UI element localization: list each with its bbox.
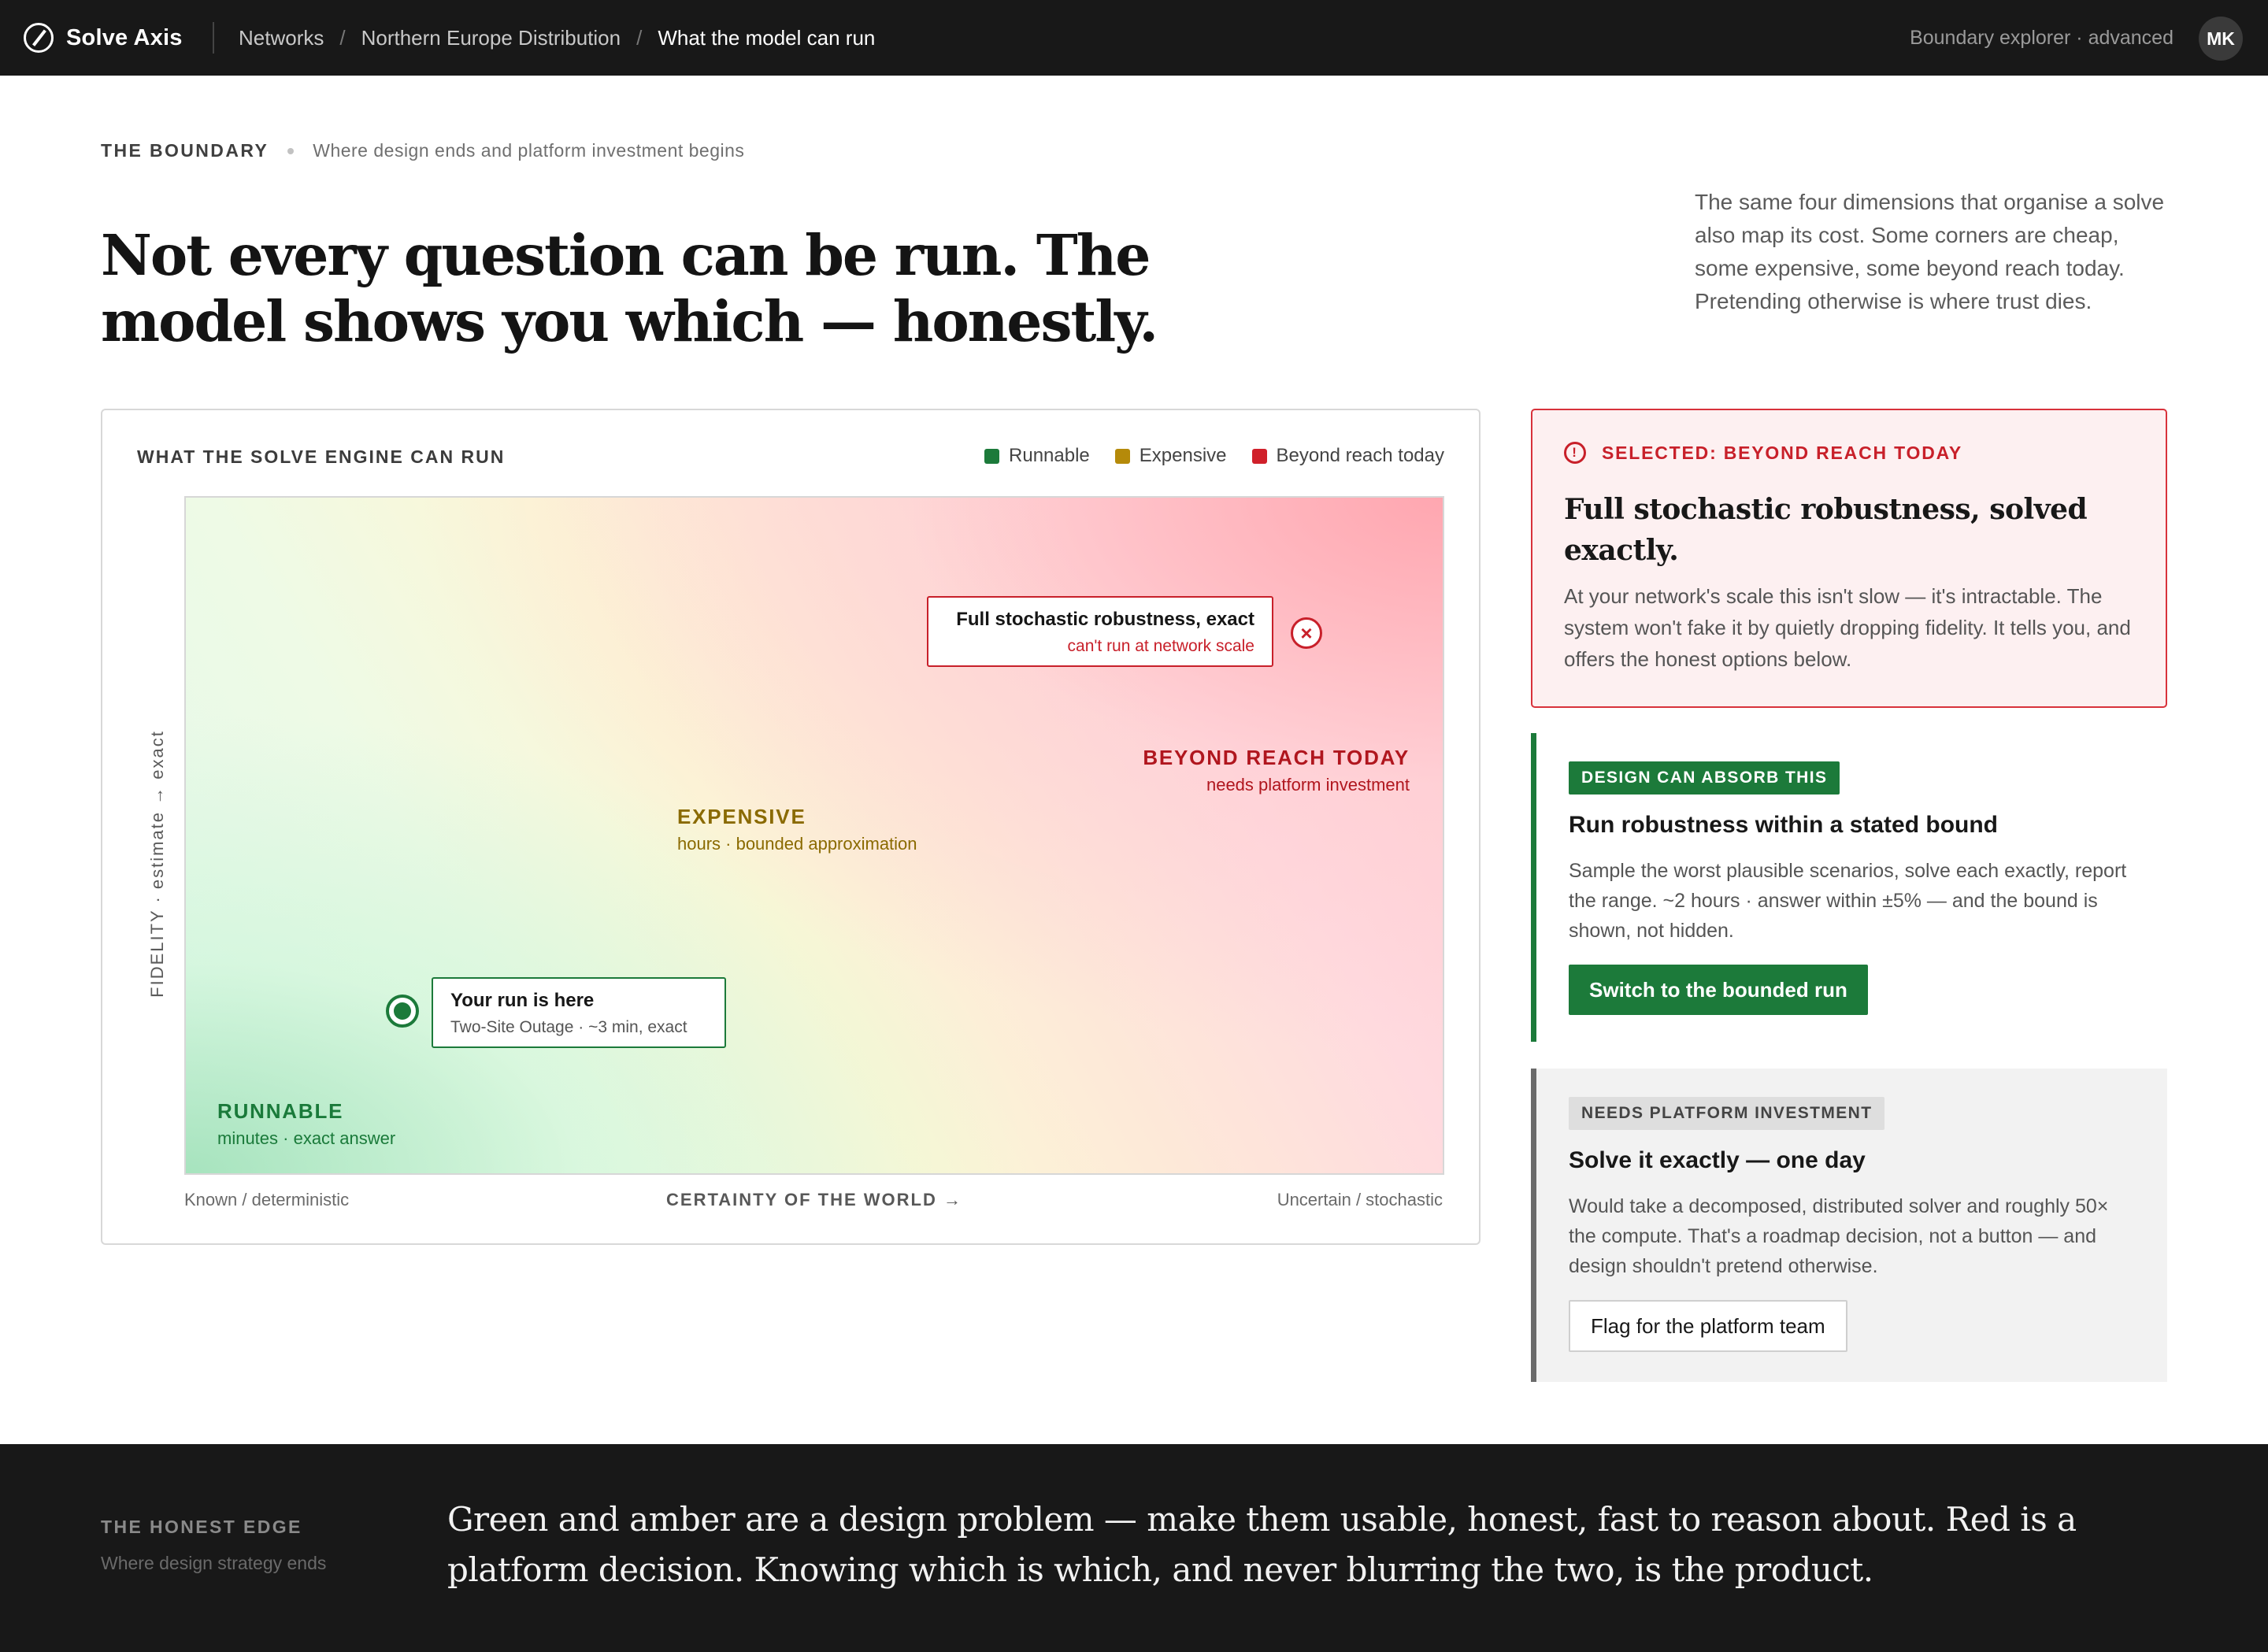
selected-description: At your network's scale this isn't slow — it's intractable. The system won't fake it by quietly dropping fidelity. It tells you, and offers the honest options below. (1564, 584, 2131, 671)
section-eyebrow (101, 140, 744, 161)
breadcrumb-separator: / (636, 25, 643, 50)
zone-runnable-title: RUNNABLE (217, 1099, 344, 1123)
selected-eyebrow-label: SELECTED: BEYOND REACH TODAY (1602, 442, 1963, 463)
footer-statement: Green and amber are a design problem — make them usable, honest, fast to reason about. Red is a platform decision. Knowing which is which, and never blurring the two, is the product. (447, 1500, 2077, 1589)
brand-name: Solve Axis (66, 24, 183, 50)
x-axis-right-label: Uncertain / stochastic (1277, 1190, 1443, 1209)
breadcrumb (239, 22, 875, 54)
blocked-marker-icon[interactable]: × (1291, 617, 1322, 649)
eyebrow-dot-icon (287, 148, 294, 154)
breadcrumb-networks[interactable]: Networks (239, 25, 324, 50)
breadcrumb-current-page: What the model can run (658, 25, 876, 50)
zone-runnable (217, 1099, 395, 1149)
current-run-callout[interactable] (432, 977, 726, 1048)
option-platform-investment (1531, 1069, 2167, 1382)
selected-region-card (1531, 409, 2167, 708)
brand-logo-icon (24, 23, 54, 53)
legend-item-beyond (1252, 445, 1444, 467)
capability-map (184, 496, 1444, 1175)
stochastic-point-subtitle: can't run at network scale (1067, 637, 1254, 655)
zone-expensive-title: EXPENSIVE (677, 805, 806, 828)
legend-label-beyond: Beyond reach today (1276, 445, 1444, 466)
zone-beyond-subtitle: needs platform investment (1206, 775, 1410, 795)
switch-to-bounded-run-button[interactable]: Switch to the bounded run (1569, 965, 1868, 1015)
intro-description: The same four dimensions that organise a solve also map its cost. Some corners are cheap, some expensive, some beyond reach today. Pretending otherwise is where trust dies. (1695, 190, 2165, 313)
section-eyebrow-subtitle: Where design ends and platform investment begins (313, 140, 745, 161)
stochastic-point-title: Full stochastic robustness, exact (956, 609, 1254, 630)
nav-divider (213, 22, 214, 54)
footer-eyebrow: THE HONEST EDGE (101, 1517, 302, 1537)
option-title: Solve it exactly — one day (1569, 1147, 1866, 1173)
option-title: Run robustness within a stated bound (1569, 812, 1999, 838)
capability-chart-card (101, 409, 1480, 1245)
mode-label: Boundary explorer · advanced (1910, 27, 2174, 49)
current-run-marker-icon[interactable] (386, 995, 419, 1028)
current-run-subtitle: Two-Site Outage · ~3 min, exact (450, 1018, 687, 1036)
section-eyebrow-title: THE BOUNDARY (101, 140, 269, 161)
footer-banner (0, 1444, 2268, 1652)
x-axis-left-label: Known / deterministic (184, 1190, 350, 1209)
legend-swatch-beyond (1252, 449, 1267, 464)
zone-runnable-subtitle: minutes · exact answer (217, 1128, 396, 1148)
option-description: Sample the worst plausible scenarios, solve each exactly, report the range. ~2 hours · answer within ±5% — and the bound is shown, not hidden. (1569, 860, 2127, 942)
chart-heading: WHAT THE SOLVE ENGINE CAN RUN (137, 446, 506, 467)
page-title: Not every question can be run. The model shows you which — honestly. (101, 222, 1158, 354)
flag-platform-team-button[interactable]: Flag for the platform team (1569, 1300, 1847, 1352)
legend-item-runnable (984, 445, 1090, 467)
selected-eyebrow (1564, 442, 1962, 464)
legend-label-runnable: Runnable (1009, 445, 1090, 466)
zone-expensive (677, 805, 917, 854)
avatar[interactable]: MK (2199, 17, 2243, 61)
y-axis-label: FIDELITY · estimate → exact (147, 730, 167, 998)
legend-item-expensive (1115, 445, 1227, 467)
zone-expensive-subtitle: hours · bounded approximation (677, 834, 917, 854)
selected-title: Full stochastic robustness, solved exactly. (1564, 493, 2088, 567)
x-axis-label: CERTAINTY OF THE WORLD → (666, 1190, 962, 1209)
option-badge-design: DESIGN CAN ABSORB THIS (1569, 761, 1840, 795)
legend-swatch-expensive (1115, 449, 1130, 464)
top-bar (0, 0, 2268, 76)
option-description: Would take a decomposed, distributed solver and roughly 50× the compute. That's a roadmap decision, not a button — and design shouldn't pretend otherwise. (1569, 1195, 2109, 1277)
alert-icon: ! (1564, 442, 1586, 464)
legend-swatch-runnable (984, 449, 999, 464)
option-badge-platform: NEEDS PLATFORM INVESTMENT (1569, 1097, 1884, 1130)
breadcrumb-separator: / (339, 25, 346, 50)
breadcrumb-network[interactable]: Northern Europe Distribution (361, 25, 621, 50)
brand[interactable] (24, 22, 183, 54)
footer-subtitle: Where design strategy ends (101, 1553, 327, 1573)
zone-beyond-reach (1143, 746, 1410, 795)
stochastic-point-callout[interactable] (927, 596, 1273, 667)
current-run-title: Your run is here (450, 990, 595, 1011)
option-bounded-run (1531, 733, 2167, 1042)
legend-label-expensive: Expensive (1139, 445, 1227, 466)
zone-beyond-title: BEYOND REACH TODAY (1143, 746, 1410, 769)
chart-legend (959, 445, 1444, 467)
